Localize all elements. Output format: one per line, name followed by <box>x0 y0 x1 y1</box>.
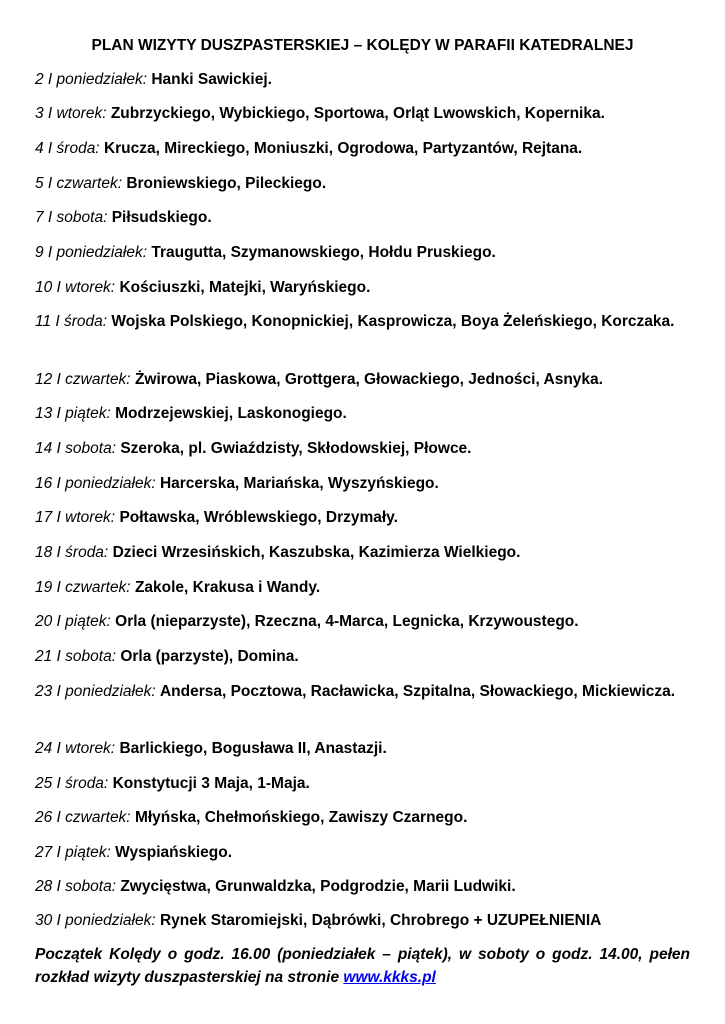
entry-date: 9 I poniedziałek: <box>35 244 148 261</box>
footer-note <box>35 943 690 989</box>
website-link[interactable]: www.kkks.pl <box>343 969 436 986</box>
schedule-entry <box>35 645 690 668</box>
entry-date: 17 I wtorek: <box>35 509 116 526</box>
schedule-entry <box>35 680 690 703</box>
entry-streets: Orla (nieparzyste), Rzeczna, 4-Marca, Legnicka, Krzywoustego. <box>115 613 579 630</box>
entry-date: 16 I poniedziałek: <box>35 475 156 492</box>
schedule-entry <box>35 909 690 932</box>
schedule-entry <box>35 506 690 529</box>
entry-streets: Zubrzyckiego, Wybickiego, Sportowa, Orląt Lwowskich, Kopernika. <box>110 105 605 122</box>
entry-date: 11 I środa: <box>35 313 108 330</box>
entry-date: 30 I poniedziałek: <box>35 912 156 929</box>
entry-streets: Piłsudskiego. <box>111 209 212 226</box>
schedule-entry <box>35 610 690 633</box>
entry-streets: Wojska Polskiego, Konopnickiej, Kasprowicza, Boya Żeleńskiego, Korczaka. <box>111 313 675 330</box>
entry-streets: Kościuszki, Matejki, Waryńskiego. <box>119 279 371 296</box>
entry-date: 12 I czwartek: <box>35 371 131 388</box>
entry-streets: Broniewskiego, Pileckiego. <box>126 175 327 192</box>
entry-date: 2 I poniedziałek: <box>35 71 148 88</box>
schedule-entry <box>35 206 690 229</box>
entry-date: 23 I poniedziałek: <box>35 683 156 700</box>
entry-streets: Hanki Sawickiej. <box>151 71 272 88</box>
schedule-entry <box>35 276 690 299</box>
schedule-entry <box>35 102 690 125</box>
entry-streets: Modrzejewskiej, Laskonogiego. <box>115 405 347 422</box>
entry-streets: Żwirowa, Piaskowa, Grottgera, Głowackiego, Jedności, Asnyka. <box>134 371 603 388</box>
entry-date: 20 I piątek: <box>35 613 111 630</box>
schedule-entry <box>35 137 690 160</box>
entry-date: 24 I wtorek: <box>35 740 116 757</box>
schedule-entry <box>35 368 690 391</box>
entry-streets: Połtawska, Wróblewskiego, Drzymały. <box>119 509 398 526</box>
entry-date: 5 I czwartek: <box>35 175 122 192</box>
schedule-entry <box>35 841 690 864</box>
entry-streets: Krucza, Mireckiego, Moniuszki, Ogrodowa, Partyzantów, Rejtana. <box>103 140 583 157</box>
schedule-entry <box>35 772 690 795</box>
schedule-entry <box>35 310 690 333</box>
entry-streets: Andersa, Pocztowa, Racławicka, Szpitalna, Słowackiego, Mickiewicza. <box>159 683 676 700</box>
page-title: PLAN WIZYTY DUSZPASTERSKIEJ – KOLĘDY W PARAFII KATEDRALNEJ <box>91 37 634 54</box>
entry-streets: Barlickiego, Bogusława II, Anastazji. <box>119 740 387 757</box>
entry-streets: Dzieci Wrzesińskich, Kaszubska, Kazimierza Wielkiego. <box>112 544 521 561</box>
entry-date: 27 I piątek: <box>35 844 111 861</box>
entry-streets: Orla (parzyste), Domina. <box>120 648 299 665</box>
entry-streets: Wyspiańskiego. <box>115 844 233 861</box>
entry-streets: Rynek Staromiejski, Dąbrówki, Chrobrego + UZUPEŁNIENIA <box>159 912 602 929</box>
schedule-entry <box>35 402 690 425</box>
schedule-entry <box>35 737 690 760</box>
entry-date: 19 I czwartek: <box>35 579 131 596</box>
entry-date: 10 I wtorek: <box>35 279 116 296</box>
entry-date: 26 I czwartek: <box>35 809 131 826</box>
entry-streets: Traugutta, Szymanowskiego, Hołdu Pruskiego. <box>151 244 496 261</box>
entry-streets: Konstytucji 3 Maja, 1-Maja. <box>112 775 310 792</box>
entry-date: 25 I środa: <box>35 775 109 792</box>
footer-text: Początek Kolędy o godz. 16.00 (poniedziałek – piątek), w soboty o godz. 14.00, pełen rozkład wizyty duszpasterskiej na stronie <box>35 946 690 986</box>
entry-streets: Szeroka, pl. Gwiaździsty, Skłodowskiej, Płowce. <box>120 440 472 457</box>
schedule-entry <box>35 541 690 564</box>
entry-date: 13 I piątek: <box>35 405 111 422</box>
schedule-entry <box>35 875 690 898</box>
schedule-entry <box>35 437 690 460</box>
schedule-entry <box>35 576 690 599</box>
entry-date: 3 I wtorek: <box>35 105 107 122</box>
entry-streets: Młyńska, Chełmońskiego, Zawiszy Czarnego. <box>134 809 468 826</box>
entry-date: 21 I sobota: <box>35 648 117 665</box>
entry-date: 28 I sobota: <box>35 878 117 895</box>
schedule-entry <box>35 241 690 264</box>
schedule-entry <box>35 68 690 91</box>
entry-streets: Zakole, Krakusa i Wandy. <box>134 579 321 596</box>
entry-date: 7 I sobota: <box>35 209 108 226</box>
entry-streets: Harcerska, Mariańska, Wyszyńskiego. <box>159 475 439 492</box>
entry-date: 4 I środa: <box>35 140 100 157</box>
entry-date: 18 I środa: <box>35 544 109 561</box>
entry-date: 14 I sobota: <box>35 440 117 457</box>
schedule-entry <box>35 472 690 495</box>
entry-streets: Zwycięstwa, Grunwaldzka, Podgrodzie, Marii Ludwiki. <box>120 878 516 895</box>
schedule-entry <box>35 172 690 195</box>
schedule-entry <box>35 806 690 829</box>
